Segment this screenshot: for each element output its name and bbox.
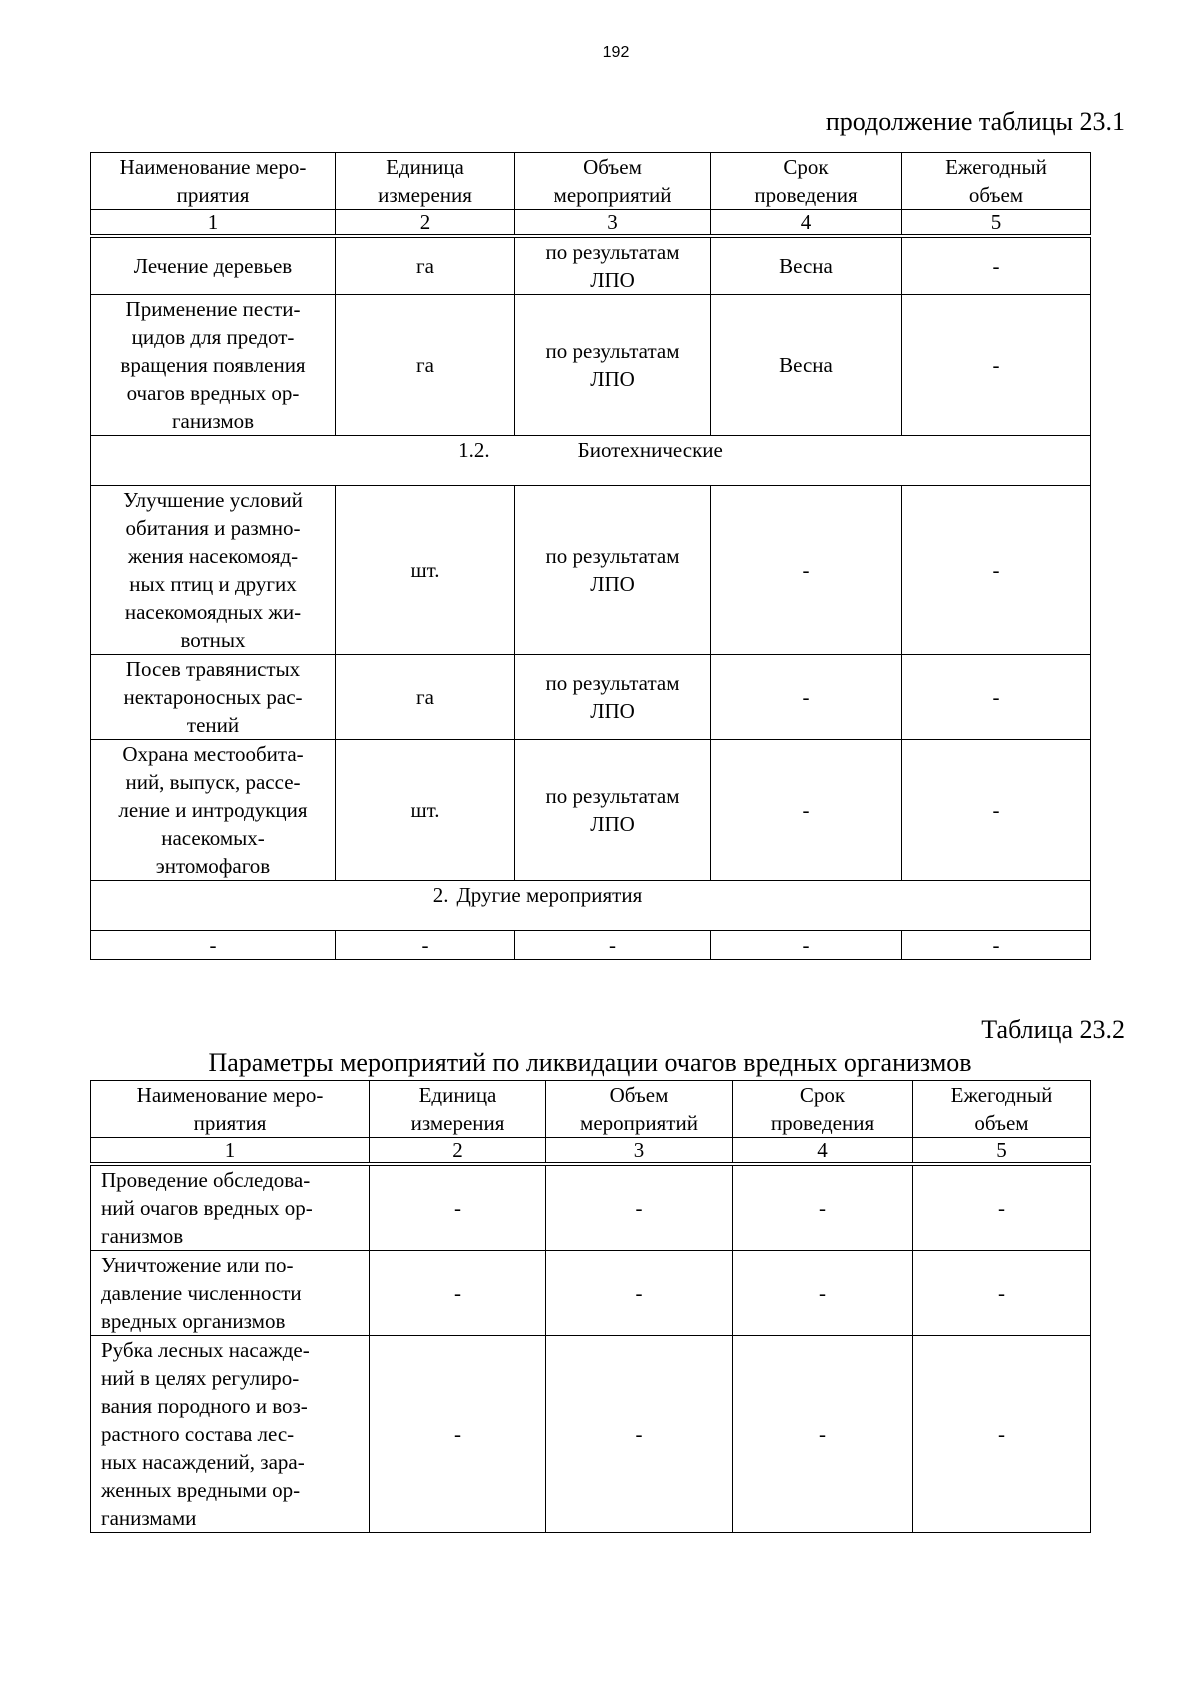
column-header [91,153,336,210]
column-header [913,1081,1091,1138]
annual-volume-cell: - [902,740,1091,881]
column-header [515,153,711,210]
annual-volume-cell: - [913,1251,1091,1336]
unit-cell: - [370,1336,546,1533]
cell-text-line: ганизмов [171,409,255,433]
column-number: 4 [733,1138,913,1165]
annual-volume-cell: - [913,1164,1091,1251]
cell-text-line: ЛПО [590,367,635,391]
column-number: 2 [336,210,515,237]
section-number: 1.2. [458,438,490,462]
cell-text-line: объем [974,1111,1029,1135]
period-cell: - [733,1164,913,1251]
table-row [91,486,1091,655]
cell-text-line: - [209,933,217,957]
cell-text-line: Рубка лесных насажде- [101,1338,310,1362]
section-row [91,881,1091,931]
measure-name-cell [91,1251,370,1336]
column-number: 3 [515,210,711,237]
cell-text-line: Ежегодный [945,155,1047,179]
cell-text-line: очагов вредных ор- [126,381,300,405]
annual-volume-cell: - [902,655,1091,740]
cell-text-line: нектароносных рас- [123,685,303,709]
cell-text-line: по результатам [545,784,680,808]
cell-text-line: приятия [176,183,250,207]
cell-text-line: - [609,933,616,957]
cell-text-line: по результатам [545,240,680,264]
cell-text-line: Единица [386,155,464,179]
cell-text-line: ЛПО [590,572,635,596]
period-cell: - [733,1251,913,1336]
measure-name-cell [91,295,336,436]
measure-name-cell [91,1164,370,1251]
volume-cell [515,740,711,881]
cell-text-line: энтомофагов [155,854,271,878]
cell-text-line: измерения [378,183,472,207]
column-header [711,153,902,210]
cell-text-line: насекомых- [161,826,265,850]
section-heading-cell [91,881,1091,931]
period-cell: - [711,740,902,881]
cell-text-line: Наименование меро- [119,155,307,179]
section-heading-cell [91,436,1091,486]
cell-text-line: ных птиц и других [129,572,297,596]
cell-text-line: женных вредными ор- [101,1478,301,1502]
cell-text-line: растного состава лес- [101,1422,295,1446]
cell-text-line: вращения появления [120,353,306,377]
unit-cell: га [336,295,515,436]
table-row [91,295,1091,436]
cell-text-line: тений [186,713,240,737]
cell-text-line: мероприятий [553,183,672,207]
cell-text-line: вания породного и воз- [101,1394,308,1418]
table-title: Параметры мероприятий по ликвидации очагов вредных организмов [208,1048,972,1077]
cell-text-line: измерения [410,1111,505,1135]
table-label: Таблица 23.2 [981,1015,1125,1044]
column-header [902,153,1091,210]
column-header [91,1081,370,1138]
cell-text-line: обитания и размно- [125,516,301,540]
cell-text-line: Лечение деревьев [133,254,293,278]
cell-text-line: объем [968,183,1024,207]
table-row [91,931,1091,960]
annual-volume-cell: - [902,236,1091,295]
cell-text-line: Срок [799,1083,846,1107]
column-number: 5 [902,210,1091,237]
unit-cell: - [370,1251,546,1336]
column-number: 1 [91,1138,370,1165]
cell-text-line: вотных [180,628,246,652]
volume-cell: - [546,1251,733,1336]
cell-text-line: ЛПО [590,699,635,723]
unit-cell: шт. [336,740,515,881]
unit-cell: га [336,236,515,295]
period-cell: - [711,655,902,740]
volume-cell: - [546,1336,733,1533]
cell-text-line: Объем [583,155,642,179]
cell-text-line: приятия [193,1111,267,1135]
measure-name-cell [91,486,336,655]
cell-text-line: ний, выпуск, рассе- [125,770,301,794]
cell-text-line: ЛПО [590,812,635,836]
cell-text-line: ганизмов [101,1224,184,1248]
table-row [91,1164,1091,1251]
cell-text-line: вредных организмов [101,1309,286,1333]
measure-name-cell [91,931,336,960]
period-cell: Весна [711,295,902,436]
cell-text-line: цидов для предот- [131,325,295,349]
cell-text-line: Ежегодный [950,1083,1053,1107]
cell-text-line: Посев травянистых [125,657,301,681]
header-row [91,1081,1091,1138]
table-row [91,1251,1091,1336]
page-number: 192 [602,44,630,61]
volume-cell [515,236,711,295]
cell-text-line: Улучшение условий [123,488,303,512]
column-number: 1 [91,210,336,237]
column-number: 2 [370,1138,546,1165]
table-row [91,740,1091,881]
cell-text-line: ЛПО [590,268,635,292]
period-cell: - [711,486,902,655]
period-cell: - [711,931,902,960]
cell-text-line: Наименование меро- [136,1083,324,1107]
annual-volume-cell: - [902,931,1091,960]
volume-cell [515,931,711,960]
cell-text-line: насекомоядных жи- [124,600,302,624]
cell-text-line: Уничтожение или по- [101,1253,294,1277]
cell-text-line: давление численности [101,1281,302,1305]
table-continuation-caption: продолжение таблицы 23.1 [825,107,1125,136]
cell-text-line: ний в целях регулиро- [101,1366,300,1390]
column-header [546,1081,733,1138]
volume-cell [515,486,711,655]
cell-text-line: ление и интродукция [118,798,308,822]
measure-name-cell [91,1336,370,1533]
cell-text-line: ных насаждений, зара- [101,1450,305,1474]
unit-cell: га [336,655,515,740]
unit-cell: - [370,1164,546,1251]
cell-text-line: Применение пести- [125,297,301,321]
table-row [91,655,1091,740]
measure-name-cell [91,740,336,881]
cell-text-line: проведения [754,183,858,207]
column-number: 3 [546,1138,733,1165]
volume-cell [515,295,711,436]
cell-text-line: мероприятий [580,1111,698,1135]
volume-cell: - [546,1164,733,1251]
unit-cell: шт. [336,486,515,655]
cell-text-line: Срок [783,155,829,179]
cell-text-line: Единица [418,1083,497,1107]
column-number: 4 [711,210,902,237]
unit-cell: - [336,931,515,960]
volume-cell [515,655,711,740]
cell-text-line: проведения [770,1111,875,1135]
column-header [336,153,515,210]
cell-text-line: по результатам [545,544,680,568]
cell-text-line: ний очагов вредных ор- [101,1196,313,1220]
annual-volume-cell: - [913,1336,1091,1533]
cell-text-line: по результатам [545,339,680,363]
table-row [91,1336,1091,1533]
measures-table-23-1 [90,152,1091,960]
period-cell: - [733,1336,913,1533]
cell-text-line: ганизмами [101,1506,197,1530]
cell-text-line: жения насекомояд- [127,544,299,568]
column-number: 5 [913,1138,1091,1165]
column-number-row [91,210,1091,237]
header-row [91,153,1091,210]
column-number-row [91,1138,1091,1165]
column-header [370,1081,546,1138]
cell-text-line: Проведение обследова- [101,1168,311,1192]
section-title: Другие мероприятия [456,883,643,907]
column-header [733,1081,913,1138]
section-number: 2. [432,883,449,907]
section-row [91,436,1091,486]
measure-name-cell [91,655,336,740]
cell-text-line: Охрана местообита- [122,742,304,766]
table-row [91,236,1091,295]
measure-name-cell [91,236,336,295]
cell-text-line: Объем [609,1083,669,1107]
period-cell: Весна [711,236,902,295]
elimination-measures-table-23-2 [90,1080,1091,1533]
section-title: Биотехнические [577,438,723,462]
annual-volume-cell: - [902,295,1091,436]
cell-text-line: по результатам [545,671,680,695]
annual-volume-cell: - [902,486,1091,655]
